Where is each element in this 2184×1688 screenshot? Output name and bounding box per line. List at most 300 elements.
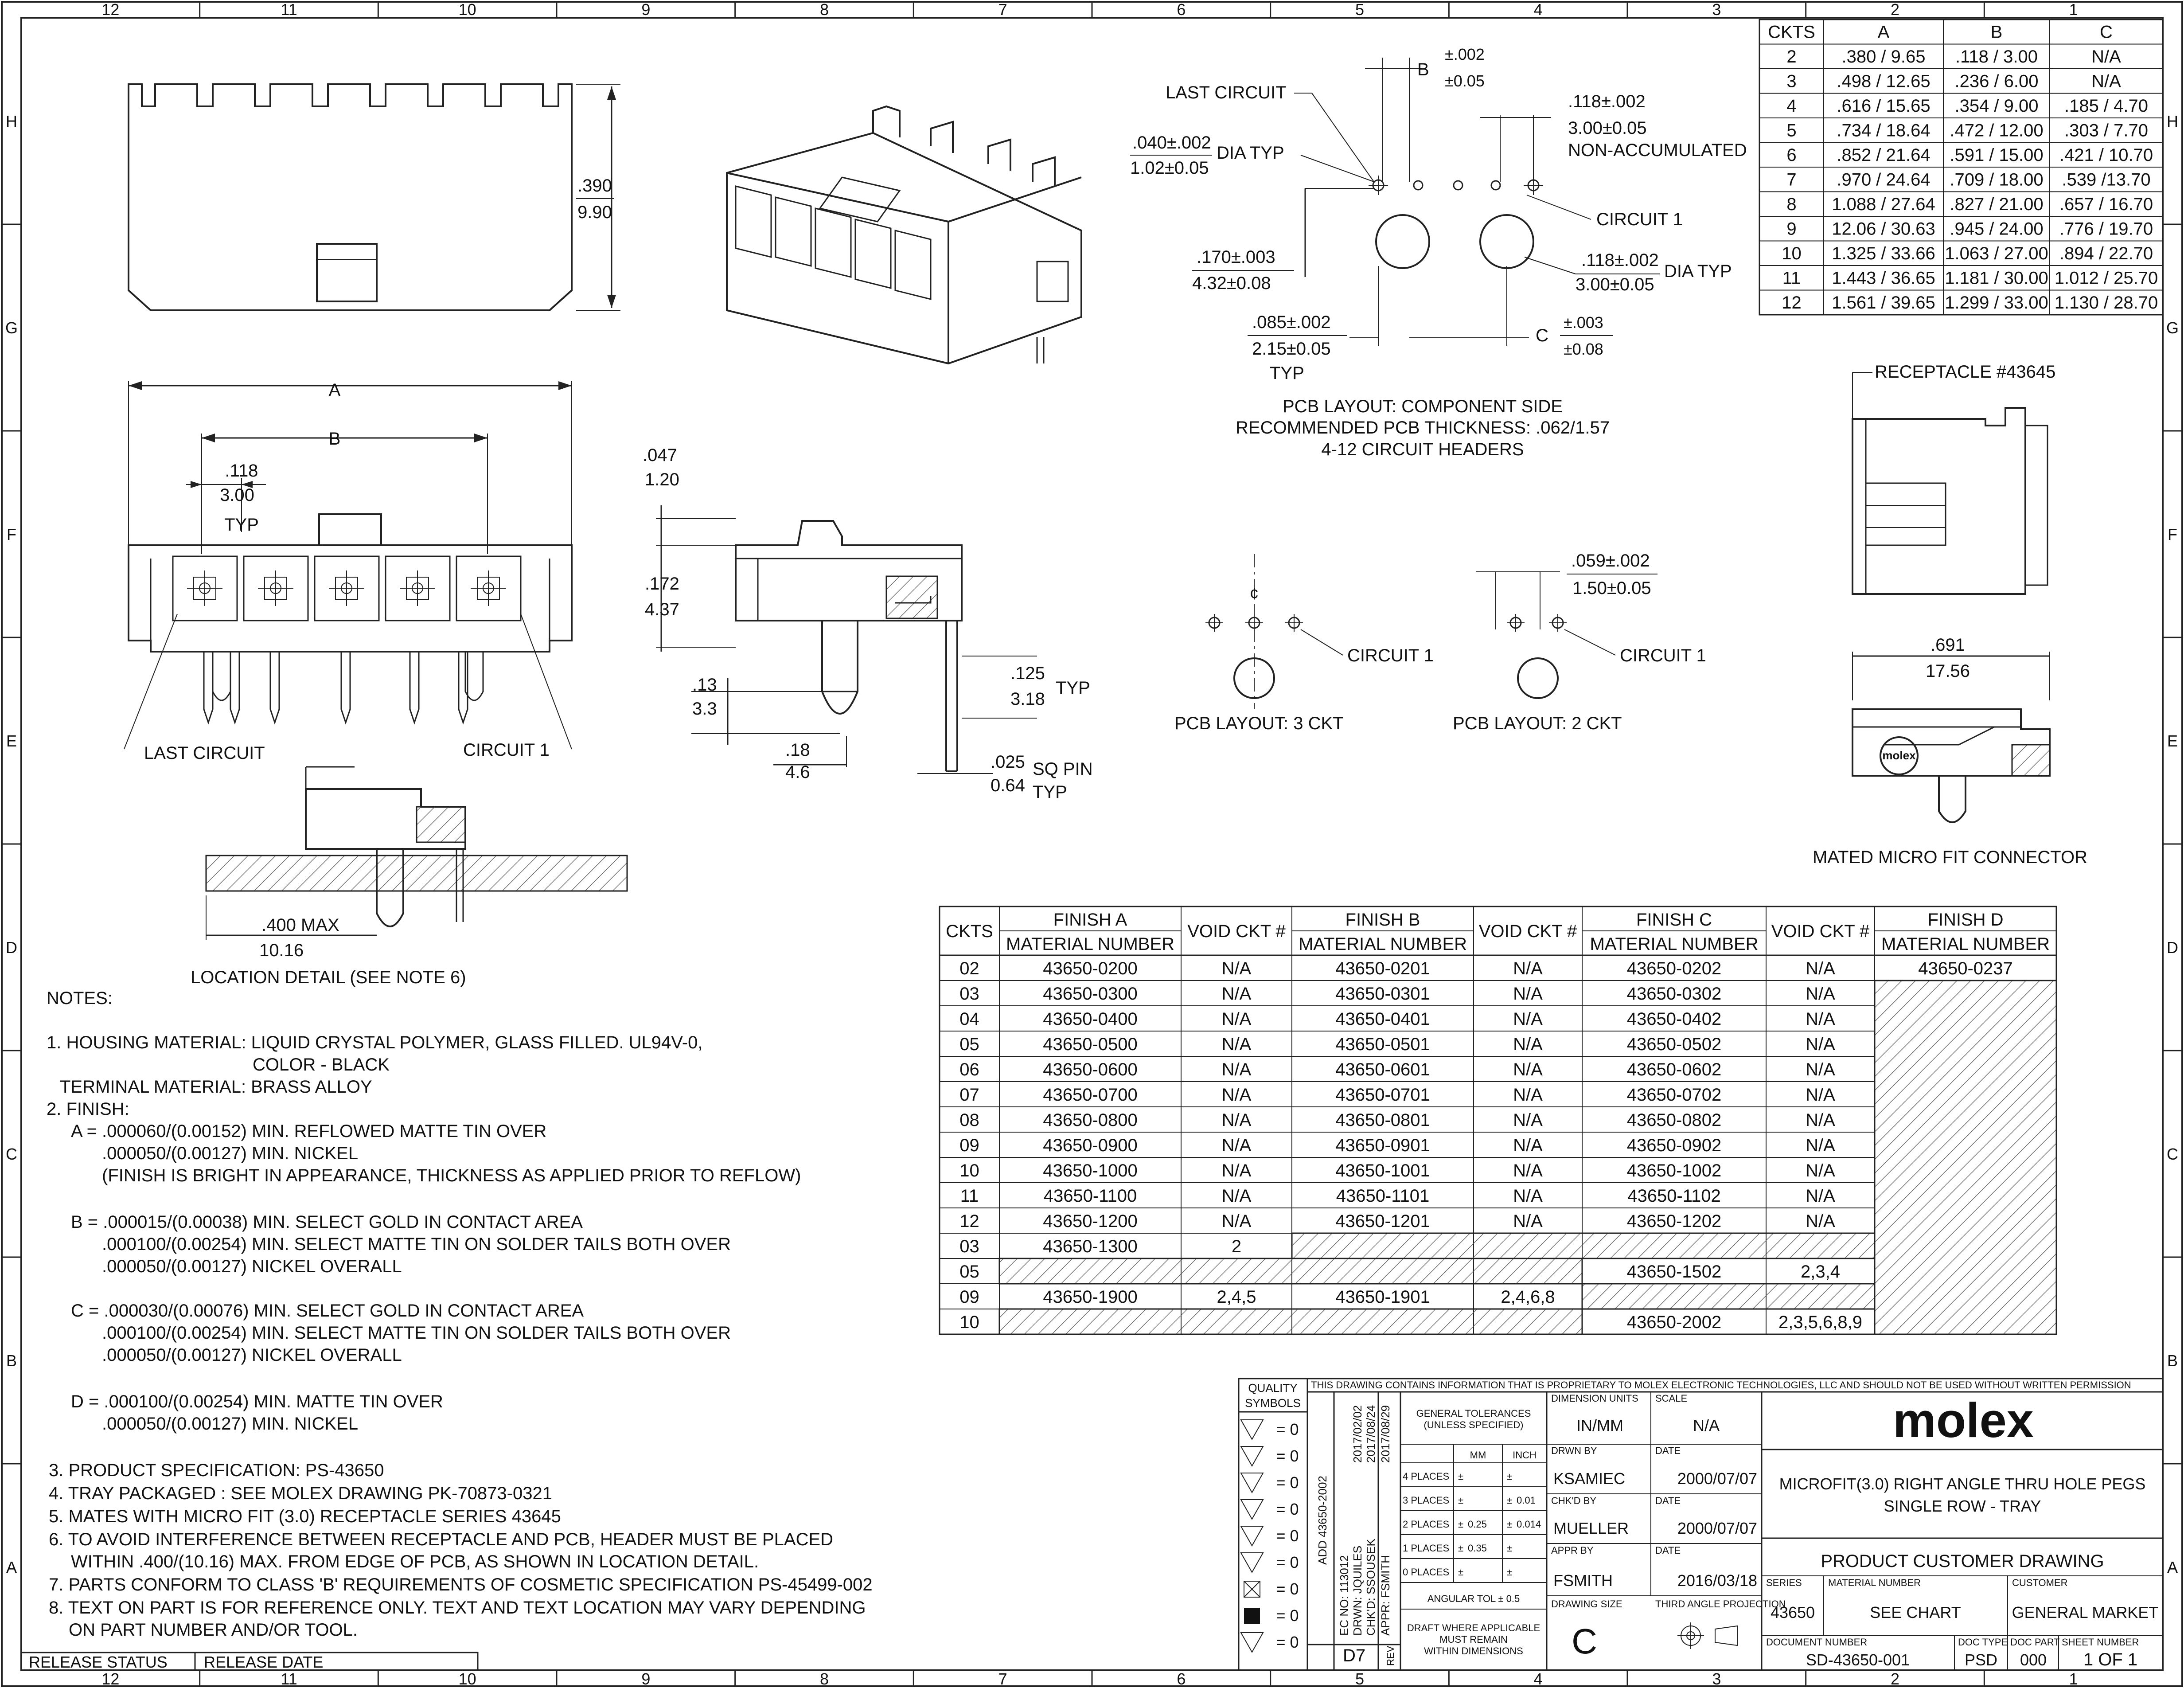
note-line: 8. TEXT ON PART IS FOR REFERENCE ONLY. TEXT AND TEXT LOCATION MAY VARY DEPENDING xyxy=(49,1598,866,1618)
mat-table-cell: 43650-0501 xyxy=(1335,1035,1430,1054)
dim-table-cell: 6 xyxy=(1786,145,1797,165)
mat-table-cell: N/A xyxy=(1513,1085,1543,1105)
mat-table-cell: N/A xyxy=(1221,1136,1252,1155)
mat-table-cell: 08 xyxy=(959,1110,979,1130)
mat-table-cell: N/A xyxy=(1513,1161,1543,1180)
mat-table-cell: 43650-0902 xyxy=(1626,1136,1722,1155)
dim-table-cell: .657 / 16.70 xyxy=(2059,195,2153,214)
zone-col-top-11: 11 xyxy=(281,0,297,19)
mat-table-cell: N/A xyxy=(1221,1161,1252,1180)
drwn-name: KSAMIEC xyxy=(1553,1469,1626,1488)
mat-table-cell: N/A xyxy=(1513,959,1543,978)
dim-table-cell: .852 / 21.64 xyxy=(1837,145,1930,165)
pcb-caption-2: RECOMMENDED PCB THICKNESS: .062/1.57 xyxy=(1236,418,1610,438)
mat-table-cell: 43650-0602 xyxy=(1626,1060,1722,1079)
mat-table-cell: N/A xyxy=(1513,1186,1543,1206)
mat-table-header-material-number: MATERIAL NUMBER xyxy=(1298,934,1467,954)
bottom-last-circuit: LAST CIRCUIT xyxy=(144,743,265,763)
note-line: A = .000060/(0.00152) MIN. REFLOWED MATTE TIN OVER xyxy=(71,1121,547,1141)
mat-table-header-void: VOID CKT # xyxy=(1771,922,1870,941)
mat-table-cell: 43650-0300 xyxy=(1043,984,1138,1004)
mat-table-cell: N/A xyxy=(1806,1136,1835,1155)
mat-table-cell: 11 xyxy=(960,1186,979,1206)
docpart-value: 000 xyxy=(2020,1651,2047,1669)
dim-table-cell: 4 xyxy=(1786,96,1797,116)
mat-table-cell: 43650-0400 xyxy=(1043,1009,1138,1029)
side-d6-mm: 0.64 xyxy=(991,776,1025,795)
bottom-pitch-mm: 3.00 xyxy=(220,485,254,505)
pcb-085-mm: 2.15±0.05 xyxy=(1252,339,1331,359)
pcb2-circuit-1: CIRCUIT 1 xyxy=(1620,646,1706,665)
zone-col-bottom-11: 11 xyxy=(281,1670,297,1688)
mat-table-cell: N/A xyxy=(1221,1211,1252,1231)
side-d5-mm: 3.18 xyxy=(1010,689,1045,709)
quality-symbol-icon xyxy=(1241,1420,1263,1439)
mat-table-cell: 05 xyxy=(959,1262,979,1282)
mat-table-cell: N/A xyxy=(1806,1085,1835,1105)
tolerance-pm-inch: ± xyxy=(1507,1471,1513,1482)
mat-table-cell: 43650-0502 xyxy=(1626,1035,1722,1054)
dim-table-cell: 1.130 / 28.70 xyxy=(2054,293,2158,313)
zone-row-right-F: F xyxy=(2168,525,2177,543)
part-title-2: SINGLE ROW - TRAY xyxy=(1884,1497,2041,1515)
mat-table-header-finish: FINISH B xyxy=(1345,910,1420,930)
dim-table-cell: 1.012 / 25.70 xyxy=(2054,268,2158,288)
mat-table-cell: N/A xyxy=(1806,1060,1835,1079)
quality-symbol-value: = 0 xyxy=(1276,1527,1299,1545)
mat-table-cell: 43650-0802 xyxy=(1626,1110,1722,1130)
pcb-b-label: B xyxy=(1417,60,1429,79)
dim-table-cell: .616 / 15.65 xyxy=(1837,96,1930,116)
pcb2-caption: PCB LAYOUT: 2 CKT xyxy=(1453,714,1622,733)
pcb-hole xyxy=(1491,181,1500,190)
zone-row-left-D: D xyxy=(6,938,17,957)
mat-table-cell: 43650-1101 xyxy=(1336,1186,1430,1206)
release-block xyxy=(21,1653,478,1671)
mat-table-cell: 2,4,5 xyxy=(1217,1287,1256,1307)
note-line: C = .000030/(0.00076) MIN. SELECT GOLD IN CONTACT AREA xyxy=(71,1301,584,1321)
mat-table-header-void: VOID CKT # xyxy=(1187,922,1286,941)
gen-tol-1: GENERAL TOLERANCES xyxy=(1416,1408,1531,1419)
product-customer-drawing: PRODUCT CUSTOMER DRAWING xyxy=(1821,1551,2104,1571)
dim-table-cell: 5 xyxy=(1786,121,1797,141)
pcb-peg-in: .118±.002 xyxy=(1581,250,1659,270)
pcb-na-in: .118±.002 xyxy=(1568,92,1646,111)
note-line: COLOR - BLACK xyxy=(253,1055,390,1075)
material-value: SEE CHART xyxy=(1870,1603,1961,1622)
mat-table-header-material-number: MATERIAL NUMBER xyxy=(1590,934,1759,954)
mat-table-cell: 43650-1202 xyxy=(1626,1211,1722,1231)
quality-symbol-icon xyxy=(1244,1608,1260,1624)
zone-col-top-6: 6 xyxy=(1177,0,1186,19)
pcb-caption-1: PCB LAYOUT: COMPONENT SIDE xyxy=(1283,397,1563,416)
notes-title: NOTES: xyxy=(47,989,113,1008)
pcb3-caption: PCB LAYOUT: 3 CKT xyxy=(1174,714,1344,733)
mat-table-cell: 43650-1901 xyxy=(1335,1287,1430,1307)
rev-code: D7 xyxy=(1343,1646,1366,1665)
pcb3-centerline: ¢ xyxy=(1250,585,1259,603)
mat-table-cell: 2,3,4 xyxy=(1801,1262,1840,1282)
zone-col-bottom-8: 8 xyxy=(819,1670,829,1688)
zone-col-top-3: 3 xyxy=(1712,0,1721,19)
zone-row-left-B: B xyxy=(6,1352,17,1370)
mat-table-cell: 2,3,5,6,8,9 xyxy=(1778,1313,1863,1332)
mat-table-cell: 43650-0200 xyxy=(1043,959,1138,978)
mat-table-cell: N/A xyxy=(1806,1009,1835,1029)
mat-table-cell: 02 xyxy=(959,959,979,978)
mat-table-cell: N/A xyxy=(1513,984,1543,1004)
dim-table-header-ckts: CKTS xyxy=(1768,22,1815,42)
mat-table-header-ckts: CKTS xyxy=(946,922,993,941)
tolerance-inch: 0.014 xyxy=(1517,1519,1541,1530)
docnum-value: SD-43650-001 xyxy=(1806,1651,1910,1669)
zone-row-left-H: H xyxy=(6,112,17,130)
series-value: 43650 xyxy=(1770,1603,1815,1622)
pcb-b-tol-in: ±.002 xyxy=(1445,45,1485,63)
pcb-peg-mm: 3.00±0.05 xyxy=(1576,275,1654,294)
dimension-table xyxy=(1759,20,2163,315)
bottom-view xyxy=(124,380,572,763)
zone-col-top-12: 12 xyxy=(101,0,120,19)
quality-symbol-value: = 0 xyxy=(1276,1553,1299,1571)
zone-col-top-7: 7 xyxy=(998,0,1007,19)
bottom-circuit-1: CIRCUIT 1 xyxy=(463,740,550,760)
drwn-by-label: DRWN BY xyxy=(1551,1445,1597,1456)
release-date: RELEASE DATE xyxy=(204,1653,324,1671)
hatched-void xyxy=(999,1258,1582,1284)
quality-symbol-icon xyxy=(1241,1500,1263,1519)
mat-table-header-finish: FINISH C xyxy=(1636,910,1712,930)
draft-1: DRAFT WHERE APPLICABLE xyxy=(1407,1622,1540,1633)
appr-by-label: APPR BY xyxy=(1551,1545,1594,1556)
tolerance-places: 4 PLACES xyxy=(1403,1471,1450,1482)
quality-label: QUALITY xyxy=(1248,1381,1298,1395)
zone-row-right-H: H xyxy=(2167,112,2178,130)
mat-table-cell: 2 xyxy=(1231,1237,1242,1256)
solder-tail xyxy=(459,652,468,723)
dim-table-cell: .970 / 24.64 xyxy=(1837,170,1930,190)
pcb-circuit-1: CIRCUIT 1 xyxy=(1596,210,1683,229)
pcb-na-text: NON-ACCUMULATED xyxy=(1568,141,1747,160)
zone-col-top-9: 9 xyxy=(641,0,651,19)
pcb-c-tol-mm: ±0.08 xyxy=(1564,340,1603,358)
pcb-085-typ: TYP xyxy=(1270,363,1304,383)
quality-symbol-value: = 0 xyxy=(1276,1447,1299,1465)
pcb-hole xyxy=(1414,181,1423,190)
mat-table-cell: 43650-2002 xyxy=(1626,1313,1722,1332)
side-d6-sq: SQ PIN xyxy=(1033,759,1093,779)
drwn-date-label: DATE xyxy=(1655,1445,1681,1456)
receptacle-label: RECEPTACLE #43645 xyxy=(1875,362,2056,382)
zone-row-right-B: B xyxy=(2167,1352,2178,1370)
rev-date-3: 2017/08/29 xyxy=(1379,1405,1392,1463)
mat-table-cell: N/A xyxy=(1806,1186,1835,1206)
material-label: MATERIAL NUMBER xyxy=(1828,1577,1921,1588)
mat-table-cell: 43650-1002 xyxy=(1626,1161,1722,1180)
zone-col-bottom-7: 7 xyxy=(998,1670,1007,1688)
chkd-name: MUELLER xyxy=(1553,1519,1629,1537)
mat-table-cell: N/A xyxy=(1513,1110,1543,1130)
projection-label: THIRD ANGLE PROJECTION xyxy=(1655,1598,1786,1610)
zone-col-top-10: 10 xyxy=(458,0,476,19)
zone-row-left-C: C xyxy=(6,1145,17,1163)
note-line: 1. HOUSING MATERIAL: LIQUID CRYSTAL POLYMER, GLASS FILLED. UL94V-0, xyxy=(47,1033,703,1052)
dim-table-cell: .498 / 12.65 xyxy=(1837,71,1930,91)
tolerance-pm-mm: ± xyxy=(1458,1567,1464,1578)
zone-row-right-D: D xyxy=(2167,938,2178,957)
quality-symbols xyxy=(1241,1420,1299,1652)
mat-table-cell: 10 xyxy=(959,1313,979,1332)
mat-table-cell: 43650-0800 xyxy=(1043,1110,1138,1130)
mat-table-cell: N/A xyxy=(1221,1110,1252,1130)
quality-symbol-icon xyxy=(1244,1581,1260,1597)
mat-table-cell: 43650-0201 xyxy=(1335,959,1430,978)
note-line: 7. PARTS CONFORM TO CLASS 'B' REQUIREMENTS OF COSMETIC SPECIFICATION PS-45499-002 xyxy=(49,1575,873,1594)
location-max-in: .400 MAX xyxy=(261,915,339,935)
zone-col-bottom-9: 9 xyxy=(641,1670,651,1688)
pcb-b-tol-mm: ±0.05 xyxy=(1445,72,1485,90)
bottom-dim-a: A xyxy=(328,380,341,400)
zone-col-bottom-10: 10 xyxy=(458,1670,476,1688)
zone-row-right-C: C xyxy=(2167,1145,2178,1163)
solder-tail xyxy=(341,652,350,723)
side-d1-in: .047 xyxy=(643,445,677,465)
mat-table-cell: N/A xyxy=(1221,1060,1252,1079)
tolerance-pm-mm: ± xyxy=(1458,1519,1464,1530)
series-label: SERIES xyxy=(1766,1577,1802,1588)
zone-col-top-5: 5 xyxy=(1355,0,1365,19)
mat-table-cell: 2,4,6,8 xyxy=(1501,1287,1555,1307)
peg xyxy=(213,652,230,700)
dim-table-cell: .776 / 19.70 xyxy=(2059,219,2153,239)
tolerance-rows xyxy=(1400,1463,1547,1578)
mat-table-cell: 04 xyxy=(959,1009,979,1029)
note-line: TERMINAL MATERIAL: BRASS ALLOY xyxy=(60,1077,372,1097)
mat-table-cell: 43650-1200 xyxy=(1043,1211,1138,1231)
mat-table-cell: N/A xyxy=(1806,1110,1835,1130)
title-block xyxy=(1239,1379,2163,1670)
dim-table-cell: 11 xyxy=(1782,268,1801,288)
bottom-pitch-typ: TYP xyxy=(224,515,259,535)
doctype-label: DOC TYPE xyxy=(1958,1637,2008,1648)
zone-row-left-A: A xyxy=(6,1558,17,1576)
mat-table-header-void: VOID CKT # xyxy=(1478,922,1577,941)
material-number-table xyxy=(940,907,2056,1334)
mat-table-cell: 03 xyxy=(959,984,979,1004)
draft-3: WITHIN DIMENSIONS xyxy=(1424,1645,1523,1657)
zone-row-left-F: F xyxy=(7,525,16,543)
mat-table-cell: 43650-0801 xyxy=(1335,1110,1430,1130)
draft-2: MUST REMAIN xyxy=(1439,1634,1508,1645)
zone-col-top-1: 1 xyxy=(2069,0,2078,19)
dim-table-cell: .894 / 22.70 xyxy=(2059,244,2153,263)
dim-table-cell: .236 / 6.00 xyxy=(1954,71,2039,91)
sheet-label: SHEET NUMBER xyxy=(2062,1637,2139,1648)
zone-row-left-G: G xyxy=(5,319,18,337)
dim-table-header-c: C xyxy=(2100,22,2113,42)
pcb-170-mm: 4.32±0.08 xyxy=(1192,274,1271,293)
side-d6-in: .025 xyxy=(991,752,1025,772)
dim-table-cell: 1.561 / 39.65 xyxy=(1832,293,1935,313)
mat-table-cell: 43650-0237 xyxy=(1918,959,2013,978)
quality-symbol-value: = 0 xyxy=(1276,1633,1299,1651)
dim-table-cell: 1.181 / 30.00 xyxy=(1945,268,2048,288)
dim-table-header-b: B xyxy=(1990,22,2003,42)
note-line: B = .000015/(0.00038) MIN. SELECT GOLD IN CONTACT AREA xyxy=(71,1212,583,1232)
note-line: .000050/(0.00127) MIN. NICKEL xyxy=(102,1144,359,1163)
location-max-mm: 10.16 xyxy=(259,941,304,960)
note-line: .000050/(0.00127) MIN. NICKEL xyxy=(102,1414,359,1434)
zone-col-bottom-2: 2 xyxy=(1890,1670,1900,1688)
mat-table-cell: N/A xyxy=(1513,1211,1543,1231)
dim-table-cell: 2 xyxy=(1786,47,1797,66)
mat-table-cell: N/A xyxy=(1513,1060,1543,1079)
mat-table-cell: 43650-1000 xyxy=(1043,1161,1138,1180)
mat-table-cell: N/A xyxy=(1221,1035,1252,1054)
side-view xyxy=(643,445,1093,802)
doctype-value: PSD xyxy=(1964,1651,1998,1669)
receptacle-width-in: .691 xyxy=(1930,635,1965,655)
tolerance-pm-mm: ± xyxy=(1458,1471,1464,1482)
mat-table-cell: 43650-0600 xyxy=(1043,1060,1138,1079)
dim-table-cell: .354 / 9.00 xyxy=(1954,96,2039,116)
quality-symbol-icon xyxy=(1241,1526,1263,1546)
pcb-layout-main xyxy=(1130,45,1747,459)
pcb-caption-3: 4-12 CIRCUIT HEADERS xyxy=(1321,440,1524,459)
mat-table-cell: N/A xyxy=(1221,1009,1252,1029)
pcb2-d-mm: 1.50±0.05 xyxy=(1572,578,1651,598)
side-d2-in: .172 xyxy=(645,574,679,594)
docnum-label: DOCUMENT NUMBER xyxy=(1766,1637,1868,1648)
zone-col-bottom-1: 1 xyxy=(2069,1670,2078,1688)
mat-table-cell: 43650-0302 xyxy=(1626,984,1722,1004)
dim-table-cell: 12 xyxy=(1782,293,1802,313)
mat-table-cell: N/A xyxy=(1806,984,1835,1004)
quality-symbol-icon xyxy=(1241,1633,1263,1652)
zone-col-bottom-6: 6 xyxy=(1177,1670,1186,1688)
side-d3-in: .13 xyxy=(692,675,717,695)
quality-symbol-icon xyxy=(1241,1473,1263,1493)
drawing-size-label: DRAWING SIZE xyxy=(1551,1598,1622,1610)
mat-table-header-finish: FINISH A xyxy=(1053,910,1127,930)
pcb-c-tol-in: ±.003 xyxy=(1564,313,1603,332)
mat-table-cell: 43650-0900 xyxy=(1043,1136,1138,1155)
dim-table-cell: 1.325 / 33.66 xyxy=(1832,244,1935,263)
mat-table-cell: 06 xyxy=(959,1060,979,1079)
bottom-contact-cells xyxy=(173,556,521,621)
zone-col-top-4: 4 xyxy=(1533,0,1543,19)
hatched-void xyxy=(1582,1284,1875,1309)
mat-table-cell: N/A xyxy=(1221,1186,1252,1206)
side-d4-mm: 4.6 xyxy=(785,762,810,782)
mat-table-cell: 43650-0500 xyxy=(1043,1035,1138,1054)
tolerance-places: 3 PLACES xyxy=(1403,1495,1450,1506)
mat-table-cell: 43650-0401 xyxy=(1335,1009,1430,1029)
mat-table-cell: 43650-0901 xyxy=(1335,1136,1430,1155)
notes-lines xyxy=(47,1033,873,1640)
location-detail xyxy=(191,767,627,987)
mat-table-cell: N/A xyxy=(1806,1035,1835,1054)
dim-table-cell: .472 / 12.00 xyxy=(1950,121,2044,141)
side-d5-in: .125 xyxy=(1010,664,1045,683)
pcb-hole xyxy=(1454,181,1462,190)
quality-symbol-icon xyxy=(1241,1553,1263,1572)
dim-table-cell: 9 xyxy=(1786,219,1797,239)
pcb-holes xyxy=(1369,176,1543,195)
pcb-na-mm: 3.00±0.05 xyxy=(1568,118,1647,138)
mat-table-header-finish: FINISH D xyxy=(1927,910,2004,930)
gen-tol-2: (UNLESS SPECIFIED) xyxy=(1424,1419,1524,1430)
molex-logo: molex xyxy=(1893,1393,2034,1448)
tolerance-pm-inch: ± xyxy=(1507,1567,1513,1578)
rev-date-2: 2017/08/24 xyxy=(1364,1405,1377,1463)
side-d4-in: .18 xyxy=(785,740,810,760)
add-number: ADD 43650-2002 xyxy=(1316,1476,1329,1565)
dim-table-cell: 1.443 / 36.65 xyxy=(1832,268,1935,288)
side-d6-typ: TYP xyxy=(1033,782,1067,802)
dim-table-cell: .380 / 9.65 xyxy=(1841,47,1926,66)
side-d3-mm: 3.3 xyxy=(692,699,717,719)
hatched-void xyxy=(1875,981,2056,1334)
zone-col-bottom-5: 5 xyxy=(1355,1670,1365,1688)
docpart-label: DOC PART xyxy=(2010,1637,2060,1648)
bottom-dim-b: B xyxy=(328,429,341,449)
tolerance-pm-inch: ± xyxy=(1507,1495,1513,1506)
mat-table-cell: N/A xyxy=(1221,984,1252,1004)
mat-table-cell: 03 xyxy=(959,1237,979,1256)
mat-table-cell: N/A xyxy=(1221,959,1252,978)
mat-table-cell: 43650-0701 xyxy=(1335,1085,1430,1105)
tolerance-pm-mm: ± xyxy=(1458,1495,1464,1506)
rev-label: REV xyxy=(1385,1645,1396,1666)
pcb-dia-in: .040±.002 xyxy=(1132,133,1211,152)
mat-table-cell: 43650-1900 xyxy=(1043,1287,1138,1307)
quality-symbol-icon xyxy=(1241,1446,1263,1466)
pcb-layout-small xyxy=(1174,551,1706,733)
symbols-label: SYMBOLS xyxy=(1245,1396,1301,1410)
receptacle-width-mm: 17.56 xyxy=(1925,661,1970,681)
mat-table-cell: N/A xyxy=(1806,959,1835,978)
dim-table-cell: N/A xyxy=(2091,71,2121,91)
dim-table-cell: .945 / 24.00 xyxy=(1950,219,2044,239)
dim-table-cell: .539 /13.70 xyxy=(2062,170,2151,190)
mat-table-cell: 05 xyxy=(959,1035,979,1054)
appr-date-label: DATE xyxy=(1655,1545,1681,1556)
hatched-void xyxy=(1292,1233,1875,1258)
pcb-last-circuit: LAST CIRCUIT xyxy=(1166,83,1287,102)
dim-table-cell: .118 / 3.00 xyxy=(1955,47,2038,66)
dim-table-cell: 7 xyxy=(1786,170,1797,190)
note-line: 6. TO AVOID INTERFERENCE BETWEEN RECEPTACLE AND PCB, HEADER MUST BE PLACED xyxy=(49,1530,834,1549)
note-line: .000100/(0.00254) MIN. SELECT MATTE TIN ON SOLDER TAILS BOTH OVER xyxy=(102,1323,731,1343)
customer-label: CUSTOMER xyxy=(2012,1577,2068,1588)
mat-table-header-material-number: MATERIAL NUMBER xyxy=(1006,934,1175,954)
mat-table-cell: 43650-0700 xyxy=(1043,1085,1138,1105)
side-d1-mm: 1.20 xyxy=(645,470,679,489)
tol-inch-header: INCH xyxy=(1513,1450,1537,1461)
note-line: WITHIN .400/(10.16) MAX. FROM EDGE OF PCB, AS SHOWN IN LOCATION DETAIL. xyxy=(71,1552,759,1571)
tolerance-mm: 0.35 xyxy=(1468,1543,1487,1554)
appr-date: 2016/03/18 xyxy=(1677,1571,1757,1590)
tol-mm-header: MM xyxy=(1470,1450,1486,1461)
quality-symbol-value: = 0 xyxy=(1276,1473,1299,1492)
part-title-1: MICROFIT(3.0) RIGHT ANGLE THRU HOLE PEGS xyxy=(1779,1475,2146,1493)
mat-table-cell: N/A xyxy=(1221,1085,1252,1105)
dim-table-cell: .827 / 21.00 xyxy=(1950,195,2044,214)
note-line: D = .000100/(0.00254) MIN. MATTE TIN OVER xyxy=(71,1392,443,1411)
tolerance-pm-inch: ± xyxy=(1507,1519,1513,1530)
isometric-view xyxy=(727,106,1081,363)
